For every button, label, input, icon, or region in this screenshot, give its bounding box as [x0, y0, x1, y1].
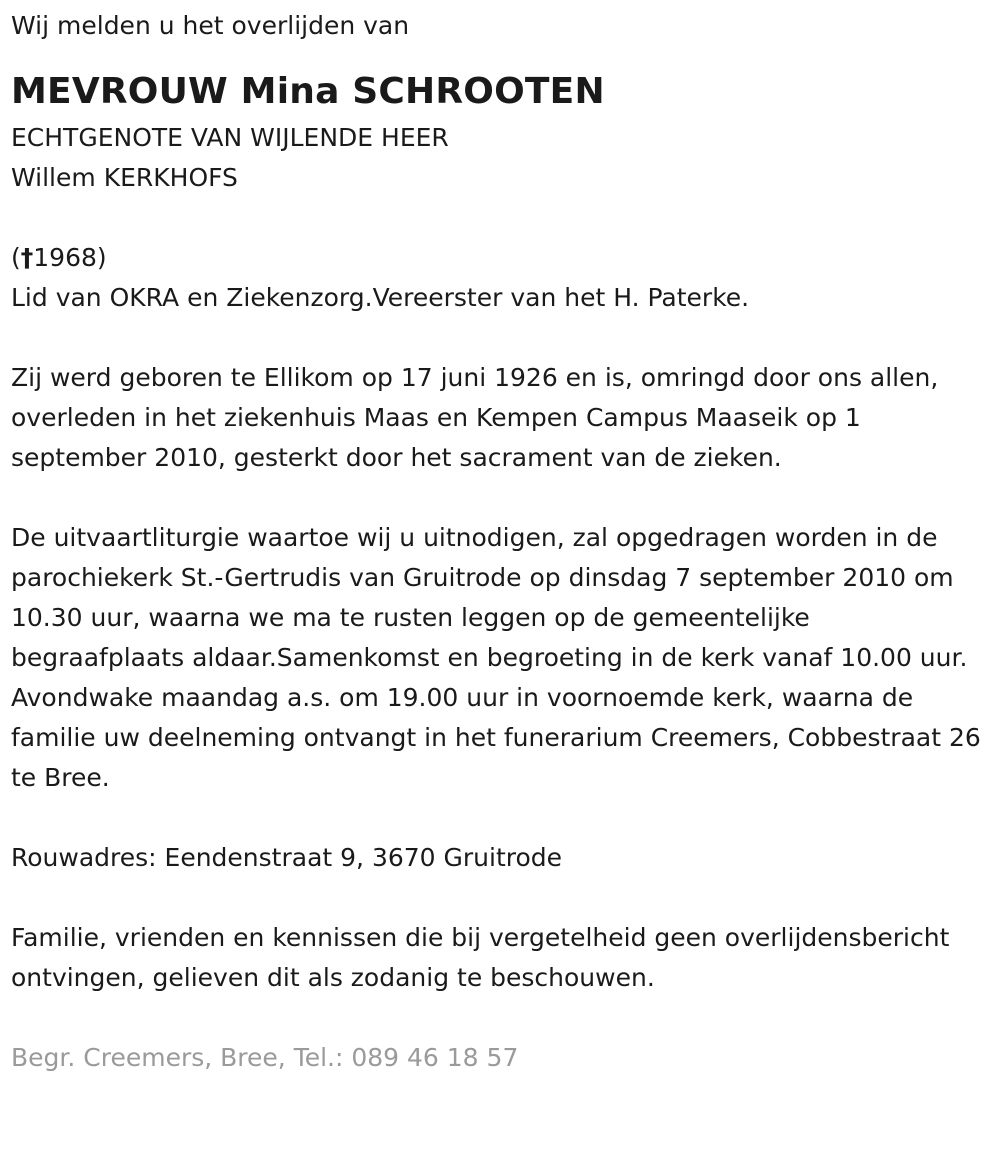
cross-icon: † [20, 243, 34, 272]
spacer [11, 798, 988, 838]
paren-open: ( [11, 243, 21, 272]
relation-line-1: ECHTGENOTE VAN WIJLENDE HEER [11, 123, 449, 152]
mourning-address: Rouwadres: Eendenstraat 9, 3670 Gruitrode [11, 843, 563, 872]
spouse-death-year-value: 1968) [33, 243, 107, 272]
relation-line-2: Willem KERKHOFS [11, 163, 238, 192]
spacer [11, 878, 988, 918]
spacer [11, 478, 988, 518]
funeral-paragraph: De uitvaartliturgie waartoe wij u uitnodigen, zal opgedragen worden in de parochiekerk St.-Gertrudis van Gruitrode op dinsdag 7 september 2010 om 10.30 uur, waarna we ma te rusten leggen op de gemeentelijke begraafplaats aldaar.Samenkomst en begroeting in de kerk vanaf 10.00 uur. [11, 523, 968, 672]
spacer [11, 198, 988, 238]
spacer [11, 318, 988, 358]
funeral-home-footer: Begr. Creemers, Bree, Tel.: 089 46 18 57 [11, 1043, 519, 1072]
birth-death-paragraph: Zij werd geboren te Ellikom op 17 juni 1926 en is, omringd door ons allen, overleden in het ziekenhuis Maas en Kempen Campus Maaseik op 1 september 2010, gesterkt door het sacrament van de zieken. [11, 363, 939, 472]
intro-line: Wij melden u het overlijden van [11, 11, 410, 40]
spouse-death-year [11, 238, 988, 278]
memberships: Lid van OKRA en Ziekenzorg.Vereerster van het H. Paterke. [11, 283, 750, 312]
spacer [11, 998, 988, 1038]
deceased-name: MEVROUW Mina SCHROOTEN [11, 71, 605, 112]
wake-paragraph: Avondwake maandag a.s. om 19.00 uur in voornoemde kerk, waarna de familie uw deelneming ontvangt in het funerarium Creemers, Cobbestraat 26 te Bree. [11, 683, 981, 792]
notice-paragraph: Familie, vrienden en kennissen die bij vergetelheid geen overlijdensbericht ontvingen, gelieven dit als zodanig te beschouwen. [11, 923, 950, 992]
